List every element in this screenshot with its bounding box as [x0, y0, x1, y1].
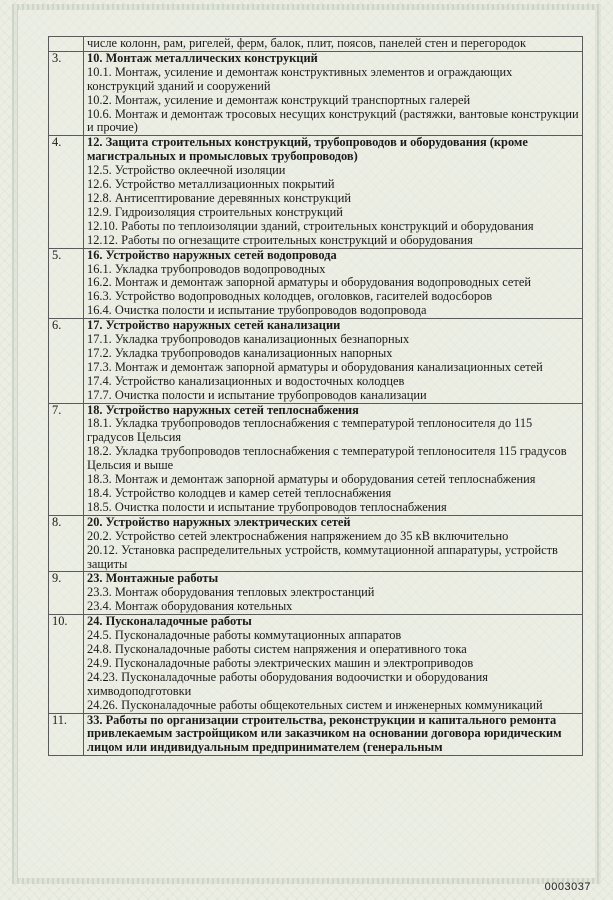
- row-content: [84, 136, 583, 248]
- row-number: 7.: [49, 403, 84, 515]
- section-title: 16. Устройство наружных сетей водопровода: [87, 247, 337, 262]
- work-item: 18.5. Очистка полости и испытание трубопроводов теплоснабжения: [87, 499, 447, 514]
- section-title: 18. Устройство наружных сетей теплоснабжения: [87, 402, 359, 417]
- work-item: 24.8. Пусконаладочные работы систем напряжения и оперативного тока: [87, 641, 467, 656]
- work-item: 16.2. Монтаж и демонтаж запорной арматуры и оборудования водопроводных сетей: [87, 275, 531, 290]
- row-content: [84, 615, 583, 713]
- row-number: 11.: [49, 713, 84, 756]
- section-title: 17. Устройство наружных сетей канализации: [87, 318, 341, 333]
- work-item: 24.23. Пусконаладочные работы оборудования водоочистки и оборудования химводоподготовки: [87, 669, 488, 698]
- work-item: числе колонн, рам, ригелей, ферм, балок, плит, поясов, панелей стен и перегородок: [87, 36, 527, 50]
- section-title: 12. Защита строительных конструкций, трубопроводов и оборудования (кроме магистральных и промысловых трубопроводов): [87, 135, 528, 164]
- work-item: 16.4. Очистка полости и испытание трубопроводов водопровода: [87, 303, 427, 318]
- table-row: [49, 37, 583, 52]
- section-title: 10. Монтаж металлических конструкций: [87, 50, 318, 65]
- work-item: 17.3. Монтаж и демонтаж запорной арматуры и оборудования канализационных сетей: [87, 359, 543, 374]
- work-item: 20.12. Установка распределительных устройств, коммутационной аппаратуры, устройств защиты: [87, 542, 558, 571]
- work-item: 18.2. Укладка трубопроводов теплоснабжения с температурой теплоносителя 115 градусов Цельсия и выше: [87, 444, 567, 473]
- row-content: [84, 248, 583, 319]
- section-title: 24. Пусконаладочные работы: [87, 614, 252, 629]
- section-title: 33. Работы по организации строительства, реконструкции и капитального ремонта привлекаемым застройщиком или заказчиком на основании договора юридическим лицом или индивидуальным предпринимателем (генеральным: [87, 712, 562, 755]
- work-item: 18.4. Устройство колодцев и камер сетей теплоснабжения: [87, 486, 392, 500]
- work-item: 24.5. Пусконаладочные работы коммутационных аппаратов: [87, 628, 402, 643]
- work-item: 17.7. Очистка полости и испытание трубопроводов канализации: [87, 387, 427, 402]
- section-title: 23. Монтажные работы: [87, 571, 219, 586]
- work-item: 24.26. Пусконаладочные работы общекотельных систем и инженерных коммуникаций: [87, 697, 543, 712]
- row-number: 6.: [49, 319, 84, 403]
- row-number: 5.: [49, 248, 84, 319]
- work-item: 12.10. Работы по теплоизоляции зданий, строительных конструкций и оборудования: [87, 218, 534, 233]
- work-item: 17.4. Устройство канализационных и водосточных колодцев: [87, 373, 405, 388]
- row-content: [84, 713, 583, 756]
- table-row: [49, 615, 583, 713]
- work-item: 12.9. Гидроизоляция строительных конструкций: [87, 204, 343, 219]
- row-content: [84, 51, 583, 135]
- work-item: 10.2. Монтаж, усиление и демонтаж конструкций транспортных галерей: [87, 92, 471, 107]
- row-number: 8.: [49, 515, 84, 572]
- row-content: [84, 403, 583, 515]
- row-content: [84, 572, 583, 615]
- work-item: 12.12. Работы по огнезащите строительных конструкций и оборудования: [87, 232, 473, 247]
- work-item: 16.1. Укладка трубопроводов водопроводных: [87, 261, 326, 276]
- table-row: [49, 572, 583, 615]
- work-item: 20.2. Устройство сетей электроснабжения напряжением до 35 кВ включительно: [87, 528, 509, 543]
- table-row: [49, 713, 583, 756]
- work-item: 10.1. Монтаж, усиление и демонтаж конструктивных элементов и ограждающих конструкций зданий и сооружений: [87, 64, 513, 93]
- work-item: 24.9. Пусконаладочные работы электрических машин и электроприводов: [87, 655, 474, 670]
- row-number: 4.: [49, 136, 84, 248]
- work-item: 10.6. Монтаж и демонтаж тросовых несущих конструкций (растяжки, вантовые конструкции и прочие): [87, 106, 579, 135]
- table-row: [49, 319, 583, 403]
- work-item: 17.1. Укладка трубопроводов канализационных безнапорных: [87, 332, 410, 347]
- row-number: [49, 37, 84, 52]
- row-number: 10.: [49, 615, 84, 713]
- table-row: [49, 248, 583, 319]
- work-item: 17.2. Укладка трубопроводов канализационных напорных: [87, 345, 393, 360]
- row-content: [84, 319, 583, 403]
- work-item: 16.3. Устройство водопроводных колодцев, оголовков, гасителей водосборов: [87, 289, 493, 304]
- work-item: 23.3. Монтаж оборудования тепловых электростанций: [87, 585, 375, 600]
- work-item: 12.8. Антисептирование деревянных конструкций: [87, 190, 351, 205]
- serial-number: 0003037: [544, 881, 591, 893]
- table-row: [49, 515, 583, 572]
- section-title: 20. Устройство наружных электрических сетей: [87, 514, 351, 529]
- work-item: 23.4. Монтаж оборудования котельных: [87, 599, 293, 614]
- work-item: 18.1. Укладка трубопроводов теплоснабжения с температурой теплоносителя до 115 градусов Цельсия: [87, 416, 533, 445]
- row-number: 9.: [49, 572, 84, 615]
- row-number: 3.: [49, 51, 84, 135]
- work-item: 12.6. Устройство металлизационных покрытий: [87, 177, 335, 192]
- table-row: [49, 136, 583, 248]
- row-content: [84, 37, 583, 52]
- row-content: [84, 515, 583, 572]
- work-item: 12.5. Устройство оклеечной изоляции: [87, 163, 286, 178]
- work-item: 18.3. Монтаж и демонтаж запорной арматуры и оборудования сетей теплоснабжения: [87, 472, 536, 487]
- table-row: [49, 51, 583, 135]
- works-table: [48, 36, 583, 756]
- table-row: [49, 403, 583, 515]
